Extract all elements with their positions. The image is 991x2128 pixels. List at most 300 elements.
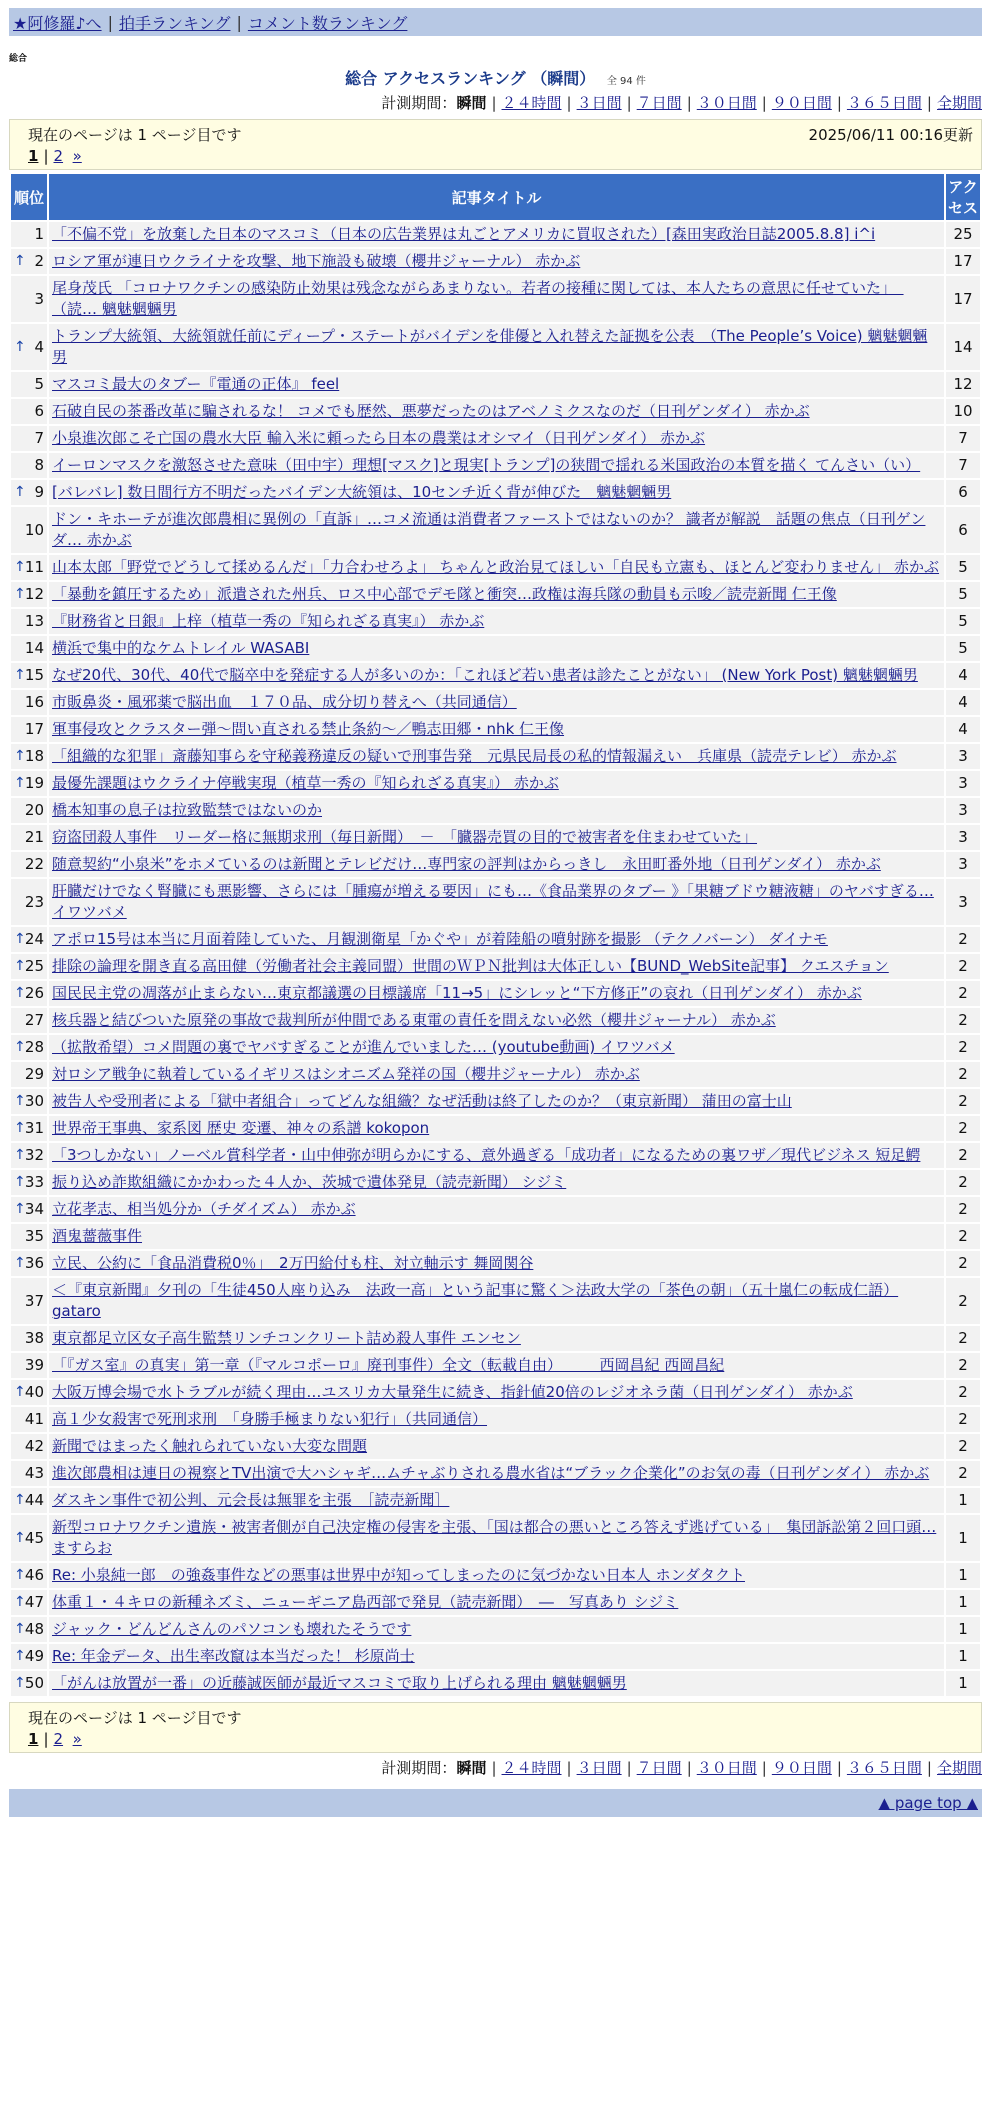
rank-number: 19 <box>24 774 44 792</box>
rank-number: 41 <box>24 1410 44 1428</box>
table-row <box>11 744 980 769</box>
footer-bar <box>9 1789 982 1817</box>
access-count: 1 <box>946 1644 980 1669</box>
table-row <box>11 1380 980 1405</box>
title-cell <box>49 1116 944 1141</box>
title-cell <box>49 852 944 877</box>
pager-bottom <box>9 1702 982 1753</box>
access-count: 17 <box>946 276 980 322</box>
article-title-link[interactable]: 体重１・４キロの新種ネズミ、ニューギニア島西部で発見（読売新聞） ― 写真あり シジミ <box>52 1593 679 1611</box>
title-cell <box>49 582 944 607</box>
table-row <box>11 507 980 553</box>
access-count: 4 <box>946 690 980 715</box>
rank-number: 15 <box>24 666 44 684</box>
access-count: 3 <box>946 825 980 850</box>
rank-up-arrow-icon: ↑ <box>14 775 26 791</box>
period-option: 瞬間 <box>456 1759 487 1777</box>
table-row <box>11 927 980 952</box>
current-page-number: 1 <box>28 147 39 165</box>
article-title-link[interactable]: 尾身茂氏 「コロナワクチンの感染防止効果は残念ながらあまりない。若者の接種に関しては、本人たちの意思に任せていた」 （読… 魑魅魍魎男 <box>52 279 904 318</box>
title-cell <box>49 1143 944 1168</box>
table-row <box>11 1644 980 1669</box>
rank-cell <box>11 1170 47 1195</box>
article-title-link[interactable]: 国民民主党の凋落が止まらない…東京都議選の目標議席「11→5」にシレッと“下方修正”の哀れ（日刊ゲンダイ） 赤かぶ <box>52 984 862 1002</box>
access-count: 2 <box>946 1353 980 1378</box>
period-label: 計測期間： <box>381 94 457 112</box>
rank-up-arrow-icon: ↑ <box>14 748 26 764</box>
title-cell <box>49 1617 944 1642</box>
rank-cell <box>11 1461 47 1486</box>
period-option[interactable]: ３６５日間 <box>846 1759 922 1777</box>
rank-cell <box>11 609 47 634</box>
access-count: 3 <box>946 879 980 925</box>
table-row <box>11 954 980 979</box>
access-count: 1 <box>946 1488 980 1513</box>
rank-cell <box>11 555 47 580</box>
article-title-link[interactable]: 酒鬼薔薇事件 <box>52 1227 143 1245</box>
period-option[interactable]: ２４時間 <box>501 1759 562 1777</box>
page-separator: | <box>43 147 49 165</box>
period-option[interactable]: ３０日間 <box>696 1759 757 1777</box>
table-row <box>11 1407 980 1432</box>
rank-up-arrow-icon: ↑ <box>14 1093 26 1109</box>
title-cell <box>49 879 944 925</box>
article-title-link[interactable]: Re: 小泉純一郎 の強姦事件などの悪事は世界中が知ってしまったのに気づかない日本人 ホンダタクト <box>52 1566 745 1584</box>
access-count: 4 <box>946 663 980 688</box>
title-cell <box>49 954 944 979</box>
table-row <box>11 324 980 370</box>
rank-cell <box>11 426 47 451</box>
rank-number: 7 <box>34 429 44 447</box>
table-row <box>11 1035 980 1060</box>
comment-ranking-link[interactable]: コメント数ランキング <box>247 13 408 33</box>
table-row <box>11 981 980 1006</box>
access-count: 2 <box>946 1380 980 1405</box>
title-cell <box>49 1590 944 1615</box>
article-title-link[interactable]: （拡散希望）コメ問題の裏でヤバすぎることが進んでいました… (youtube動画) イワツバメ <box>52 1038 675 1056</box>
access-count: 10 <box>946 399 980 424</box>
rank-cell <box>11 1644 47 1669</box>
next-page-link[interactable]: » <box>72 1730 82 1748</box>
rank-cell <box>11 1089 47 1114</box>
page-link[interactable]: 2 <box>53 147 64 165</box>
rank-cell <box>11 1590 47 1615</box>
rank-cell <box>11 798 47 823</box>
article-title-link[interactable]: 排除の論理を開き直る高田健（労働者社会主義同盟）世間のＷＰＮ批判は大体正しい【BUND_WebSite記事】 クエスチョン <box>52 957 889 975</box>
access-count: 2 <box>946 927 980 952</box>
rank-number: 12 <box>24 585 44 603</box>
article-title-link[interactable]: 進次郎農相は連日の視察とTV出演で大ハシャギ…ムチャぶりされる農水省は“ブラック企業化”のお気の毒（日刊ゲンダイ） 赤かぶ <box>52 1464 930 1482</box>
table-row <box>11 555 980 580</box>
title-cell <box>49 372 944 397</box>
rank-cell <box>11 825 47 850</box>
article-title-link[interactable]: ＜『東京新聞』夕刊の「生徒450人座り込み 法政一高」という記事に驚く＞法政大学の「茶色の朝」（五十嵐仁の転成仁語） gataro <box>52 1281 899 1320</box>
rank-up-arrow-icon: ↑ <box>14 1621 26 1637</box>
rank-number: 10 <box>24 520 44 539</box>
article-title-link[interactable]: ダスキン事件で初公判、元会長は無罪を主張 ［読売新聞］ <box>52 1491 450 1509</box>
title-cell <box>49 609 944 634</box>
table-row <box>11 1353 980 1378</box>
rank-number: 28 <box>24 1038 44 1056</box>
page-title-row <box>0 66 991 89</box>
rank-cell <box>11 744 47 769</box>
period-option[interactable]: ７日間 <box>636 1759 682 1777</box>
table-row <box>11 249 980 274</box>
title-cell <box>49 1089 944 1114</box>
category-label: 総合 <box>9 54 28 64</box>
access-count: 2 <box>946 1434 980 1459</box>
article-title-link[interactable]: 「不偏不党」を放棄した日本のマスコミ（日本の広告業界は丸ごとアメリカに買収された）[森田実政治日誌2005.8.8] i^i <box>52 225 876 243</box>
period-separator: | <box>566 94 572 112</box>
rank-number: 11 <box>24 558 44 576</box>
rank-cell <box>11 1197 47 1222</box>
table-row <box>11 1170 980 1195</box>
total-count: 全 94 件 <box>606 76 646 87</box>
table-row <box>11 1278 980 1324</box>
period-option[interactable]: ２４時間 <box>501 94 562 112</box>
article-title-link[interactable]: トランプ大統領、大統領就任前にディープ・ステートがバイデンを俳優と入れ替えた証拠を公表 （The People’s Voice) 魑魅魍魎男 <box>52 327 928 366</box>
period-separator: | <box>566 1759 572 1777</box>
article-title-link[interactable]: 新聞ではまったく触れられていない大変な問題 <box>52 1437 368 1455</box>
rank-number: 18 <box>24 747 44 765</box>
rank-cell <box>11 480 47 505</box>
access-count: 2 <box>946 1278 980 1324</box>
article-title-link[interactable]: 核兵器と結びついた原発の事故で裁判所が仲間である東電の責任を問えない必然（櫻井ジャーナル） 赤かぶ <box>52 1011 776 1029</box>
rank-number: 43 <box>24 1464 44 1482</box>
rank-cell <box>11 324 47 370</box>
access-count: 12 <box>946 372 980 397</box>
article-title-link[interactable]: 対ロシア戦争に執着しているイギリスはシオニズム発祥の国（櫻井ジャーナル） 赤かぶ <box>52 1065 640 1083</box>
article-title-link[interactable]: 「がんは放置が一番」の近藤誠医師が最近マスコミで取り上げられる理由 魑魅魍魎男 <box>52 1674 627 1692</box>
rank-cell <box>11 1326 47 1351</box>
rank-number: 17 <box>24 720 44 738</box>
table-row <box>11 1089 980 1114</box>
rank-number: 42 <box>24 1437 44 1455</box>
period-option[interactable]: ７日間 <box>636 94 682 112</box>
rank-number: 31 <box>24 1119 44 1137</box>
title-cell <box>49 1224 944 1249</box>
access-count: 5 <box>946 609 980 634</box>
title-cell <box>49 1035 944 1060</box>
rank-up-arrow-icon: ↑ <box>14 1529 26 1546</box>
next-page-link[interactable]: » <box>72 147 82 165</box>
rank-cell <box>11 1035 47 1060</box>
title-cell <box>49 1434 944 1459</box>
rank-number: 50 <box>24 1674 44 1692</box>
rank-number: 20 <box>24 801 44 819</box>
rank-number: 35 <box>24 1227 44 1245</box>
title-cell <box>49 1671 944 1696</box>
article-title-link[interactable]: 世界帝王事典、家系図 歴史 変遷、神々の系譜 kokopon <box>52 1119 430 1137</box>
table-row <box>11 1617 980 1642</box>
rank-cell <box>11 927 47 952</box>
rank-number: 44 <box>24 1491 44 1509</box>
rank-header: 順位 <box>11 174 47 220</box>
article-title-link[interactable]: 小泉進次郎こそ亡国の農水大臣 輸入米に頼ったら日本の農業はオシマイ（日刊ゲンダイ） 赤かぶ <box>52 429 706 447</box>
rank-number: 4 <box>34 337 44 356</box>
article-title-link[interactable]: 「3つしかない」ノーベル賞科学者・山中伸弥が明らかにする、意外過ぎる「成功者」になるための裏ワザ／現代ビジネス 短足鰐 <box>52 1146 921 1164</box>
article-title-link[interactable]: 振り込め詐欺組織にかかわった４人か、茨城で遺体発見（読売新聞） シジミ <box>52 1173 567 1191</box>
rank-number: 5 <box>34 375 44 393</box>
period-option[interactable]: 全期間 <box>936 1759 982 1777</box>
title-cell <box>49 276 944 322</box>
period-option: 瞬間 <box>456 94 487 112</box>
rank-up-arrow-icon: ↑ <box>14 586 26 602</box>
period-separator: | <box>836 94 842 112</box>
article-title-link[interactable]: 最優先課題はウクライナ停戦実現（植草一秀の『知られざる真実』） 赤かぶ <box>52 774 559 792</box>
title-cell <box>49 555 944 580</box>
rank-number: 1 <box>34 225 44 243</box>
table-row <box>11 1008 980 1033</box>
clap-ranking-link[interactable]: 拍手ランキング <box>118 13 231 33</box>
access-count: 2 <box>946 981 980 1006</box>
rank-up-arrow-icon: ↑ <box>14 1039 26 1055</box>
rank-cell <box>11 582 47 607</box>
period-option[interactable]: ９０日間 <box>771 94 832 112</box>
rank-number: 45 <box>24 1528 44 1547</box>
period-separator: | <box>626 1759 632 1777</box>
article-title-link[interactable]: 石破自民の茶番改革に騙されるな！ コメでも歴然、悪夢だったのはアベノミクスなのだ（日刊ゲンダイ） 赤かぶ <box>52 402 810 420</box>
access-count: 6 <box>946 480 980 505</box>
title-cell <box>49 1326 944 1351</box>
access-count: 1 <box>946 1671 980 1696</box>
access-count: 4 <box>946 717 980 742</box>
nav-separator: | <box>107 12 113 32</box>
table-row <box>11 717 980 742</box>
rank-number: 6 <box>34 402 44 420</box>
title-cell <box>49 690 944 715</box>
access-count: 3 <box>946 744 980 769</box>
rank-number: 40 <box>24 1383 44 1401</box>
rank-number: 16 <box>24 693 44 711</box>
page-link[interactable]: 2 <box>53 1730 64 1748</box>
rank-cell <box>11 1407 47 1432</box>
access-count: 5 <box>946 636 980 661</box>
rank-cell <box>11 717 47 742</box>
rank-cell <box>11 1671 47 1696</box>
article-title-link[interactable]: 『財務省と日銀』上梓（植草一秀の『知られざる真実』） 赤かぶ <box>52 612 485 630</box>
table-row <box>11 1434 980 1459</box>
title-cell <box>49 1488 944 1513</box>
rank-number: 24 <box>24 930 44 948</box>
table-row <box>11 852 980 877</box>
title-cell <box>49 1170 944 1195</box>
period-separator: | <box>926 94 932 112</box>
title-cell <box>49 1062 944 1087</box>
period-option[interactable]: 全期間 <box>936 94 982 112</box>
title-cell <box>49 825 944 850</box>
access-count: 3 <box>946 771 980 796</box>
article-title-link[interactable]: 窃盗団殺人事件 リーダー格に無期求刑（毎日新聞） － 「臓器売買の目的で被害者を住まわせていた」 <box>52 828 758 846</box>
title-cell <box>49 798 944 823</box>
article-title-link[interactable]: 立花孝志、相当処分か（チダイズム） 赤かぶ <box>52 1200 356 1218</box>
rank-cell <box>11 1278 47 1324</box>
access-count: 17 <box>946 249 980 274</box>
title-cell <box>49 1197 944 1222</box>
period-selector-top <box>0 92 982 113</box>
table-row <box>11 879 980 925</box>
article-title-link[interactable]: なぜ20代、30代、40代で脳卒中を発症する人が多いのか：「これほど若い患者は診たことがない」 (New York Post) 魑魅魍魎男 <box>52 666 918 684</box>
rank-up-arrow-icon: ↑ <box>14 484 26 500</box>
table-row <box>11 1143 980 1168</box>
rank-up-arrow-icon: ↑ <box>14 559 26 575</box>
rank-up-arrow-icon: ↑ <box>14 667 26 683</box>
rank-cell <box>11 372 47 397</box>
rank-number: 48 <box>24 1620 44 1638</box>
table-row <box>11 1062 980 1087</box>
title-cell <box>49 744 944 769</box>
period-option[interactable]: ３日間 <box>576 94 622 112</box>
article-title-link[interactable]: 市販鼻炎・風邪薬で脳出血 １７０品、成分切り替えへ（共同通信） <box>52 693 517 711</box>
page-top-link[interactable]: ▲ page top ▲ <box>878 1794 978 1812</box>
access-count: 2 <box>946 1116 980 1141</box>
rank-cell <box>11 249 47 274</box>
table-row <box>11 1224 980 1249</box>
rank-up-arrow-icon: ↑ <box>14 1384 26 1400</box>
table-row <box>11 1251 980 1276</box>
article-title-link[interactable]: 横浜で集中的なケムトレイル WASABI <box>52 639 310 657</box>
rank-number: 39 <box>24 1356 44 1374</box>
period-option[interactable]: ９０日間 <box>771 1759 832 1777</box>
article-title-link[interactable]: 「『ガス室』の真実」第一章（『マルコポーロ』廃刊事件）全文（転載自由） 西岡昌紀 西岡昌紀 <box>52 1356 725 1374</box>
period-option[interactable]: ３日間 <box>576 1759 622 1777</box>
title-header: 記事タイトル <box>49 174 944 220</box>
article-title-link[interactable]: [バレバレ] 数日間行方不明だったバイデン大統領は、10センチ近く背が伸びた 魑魅魍魎男 <box>52 483 672 501</box>
home-link[interactable]: ★阿修羅♪へ <box>13 13 102 33</box>
title-cell <box>49 717 944 742</box>
table-row <box>11 609 980 634</box>
current-page-number: 1 <box>28 1730 39 1748</box>
rank-cell <box>11 1062 47 1087</box>
table-row <box>11 663 980 688</box>
rank-cell <box>11 1353 47 1378</box>
article-title-link[interactable]: 立民、公約に「食品消費税0％」 2万円給付も柱、対立軸示す 舞岡関谷 <box>52 1254 534 1272</box>
title-cell <box>49 507 944 553</box>
title-cell <box>49 222 944 247</box>
access-count: 2 <box>946 954 980 979</box>
rank-cell <box>11 636 47 661</box>
period-option[interactable]: ３０日間 <box>696 94 757 112</box>
article-title-link[interactable]: アポロ15号は本当に月面着陸していた、月観測衛星「かぐや」が着陸船の噴射跡を撮影 （テクノバーン） ダイナモ <box>52 930 828 948</box>
access-count: 2 <box>946 1407 980 1432</box>
title-cell <box>49 663 944 688</box>
updated-timestamp: 2025/06/11 00:16更新 <box>808 126 973 144</box>
rank-cell <box>11 1488 47 1513</box>
ranking-table <box>9 172 982 1698</box>
title-cell <box>49 927 944 952</box>
article-title-link[interactable]: 被告人や受刑者による「獄中者組合」ってどんな組織？なぜ活動は終了したのか？（東京新聞） 蒲田の富士山 <box>52 1092 792 1110</box>
period-separator: | <box>686 1759 692 1777</box>
article-title-link[interactable]: Re: 年金データ、出生率改竄は本当だった！ 杉原尚士 <box>52 1647 415 1665</box>
table-row <box>11 276 980 322</box>
rank-cell <box>11 1515 47 1561</box>
access-count: 2 <box>946 1326 980 1351</box>
rank-cell <box>11 1143 47 1168</box>
article-title-link[interactable]: ジャック・どんどんさんのパソコンも壊れたそうです <box>52 1620 412 1638</box>
table-row <box>11 825 980 850</box>
access-count: 2 <box>946 1197 980 1222</box>
rank-number: 27 <box>24 1011 44 1029</box>
table-header-row <box>11 174 980 220</box>
rank-up-arrow-icon: ↑ <box>14 985 26 1001</box>
rank-cell <box>11 1116 47 1141</box>
access-count: 1 <box>946 1563 980 1588</box>
rank-cell <box>11 1008 47 1033</box>
title-cell <box>49 1563 944 1588</box>
article-title-link[interactable]: 山本太郎「野党でどうして揉めるんだ」「力合わせろよ」 ちゃんと政治見てほしい「自民も立憲も、ほとんど変わりません」 赤かぶ <box>52 558 940 576</box>
rank-cell <box>11 981 47 1006</box>
rank-cell <box>11 1617 47 1642</box>
rank-up-arrow-icon: ↑ <box>14 1147 26 1163</box>
rank-number: 26 <box>24 984 44 1002</box>
table-row <box>11 1515 980 1561</box>
access-count: 2 <box>946 1170 980 1195</box>
rank-number: 47 <box>24 1593 44 1611</box>
article-title-link[interactable]: 橋本知事の息子は拉致監禁ではないのか <box>52 801 323 819</box>
title-cell <box>49 453 944 478</box>
table-row <box>11 798 980 823</box>
period-option[interactable]: ３６５日間 <box>846 94 922 112</box>
access-count: 2 <box>946 1143 980 1168</box>
period-separator: | <box>836 1759 842 1777</box>
rank-number: 14 <box>24 639 44 657</box>
page-separator: | <box>43 1730 49 1748</box>
access-count: 2 <box>946 1035 980 1060</box>
rank-cell <box>11 771 47 796</box>
rank-cell <box>11 276 47 322</box>
access-count: 3 <box>946 852 980 877</box>
table-row <box>11 453 980 478</box>
article-title-link[interactable]: 肝臓だけでなく腎臓にも悪影響、さらには「腫瘍が増える要因」にも…《食品業界のタブー 》「果糖ブドウ糖液糖」のヤバすぎる… イワツバメ <box>52 882 934 921</box>
access-count: 2 <box>946 1251 980 1276</box>
article-title-link[interactable]: 随意契約“小泉米”をホメているのは新聞とテレビだけ…専門家の評判はからっきし 永田町番外地（日刊ゲンダイ） 赤かぶ <box>52 855 881 873</box>
title-cell <box>49 1407 944 1432</box>
article-title-link[interactable]: 大阪万博会場で水トラブルが続く理由…ユスリカ大量発生に続き、指針値20倍のレジオネラ菌（日刊ゲンダイ） 赤かぶ <box>52 1383 853 1401</box>
rank-number: 34 <box>24 1200 44 1218</box>
article-title-link[interactable]: 高１少女殺害で死刑求刑 「身勝手極まりない犯行」（共同通信） <box>52 1410 488 1428</box>
article-title-link[interactable]: ドン・キホーテが進次郎農相に異例の「直訴」…コメ流通は消費者ファーストではないのか？ 識者が解説 話題の焦点（日刊ゲンダ… 赤かぶ <box>52 510 926 549</box>
table-row <box>11 399 980 424</box>
rank-number: 37 <box>24 1291 44 1310</box>
article-title-link[interactable]: 「組織的な犯罪」斎藤知事らを守秘義務違反の疑いで刑事告発 元県民局長の私的情報漏えい 兵庫県（読売テレビ） 赤かぶ <box>52 747 897 765</box>
article-title-link[interactable]: 「暴動を鎮圧するため」派遣された州兵、ロス中心部でデモ隊と衝突…政権は海兵隊の動員も示唆／読売新聞 仁王像 <box>52 585 837 603</box>
rank-cell <box>11 852 47 877</box>
access-count: 5 <box>946 582 980 607</box>
article-title-link[interactable]: 新型コロナワクチン遺族・被害者側が自己決定権の侵害を主張、「国は都合の悪いところ答えず逃げている」 集団訴訟第２回口頭… ますらお <box>52 1518 937 1557</box>
access-count: 6 <box>946 507 980 553</box>
rank-cell <box>11 954 47 979</box>
article-title-link[interactable]: ロシア軍が連日ウクライナを攻撃、地下施設も破壊（櫻井ジャーナル） 赤かぶ <box>52 252 581 270</box>
title-cell <box>49 1251 944 1276</box>
page-links <box>28 1730 973 1748</box>
article-title-link[interactable]: 東京都足立区女子高生監禁リンチコンクリート詰め殺人事件 エンセン <box>52 1329 521 1347</box>
access-count: 2 <box>946 1008 980 1033</box>
rank-number: 2 <box>34 252 44 270</box>
pager-top <box>9 119 982 170</box>
title-cell <box>49 771 944 796</box>
access-count: 2 <box>946 1089 980 1114</box>
table-row <box>11 222 980 247</box>
article-title-link[interactable]: イーロンマスクを激怒させた意味（田中宇）理想[マスク]と現実[トランプ]の狭間で揺れる米国政治の本質を描く てんさい（い） <box>52 456 921 474</box>
period-separator: | <box>491 1759 497 1777</box>
title-cell <box>49 1380 944 1405</box>
rank-cell <box>11 663 47 688</box>
period-label: 計測期間： <box>381 1759 457 1777</box>
access-count: 1 <box>946 1515 980 1561</box>
rank-number: 32 <box>24 1146 44 1164</box>
article-title-link[interactable]: マスコミ最大のタブー『電通の正体』 feel <box>52 375 340 393</box>
article-title-link[interactable]: 軍事侵攻とクラスター弾〜問い直される禁止条約〜／鴨志田郷・nhk 仁王像 <box>52 720 565 738</box>
